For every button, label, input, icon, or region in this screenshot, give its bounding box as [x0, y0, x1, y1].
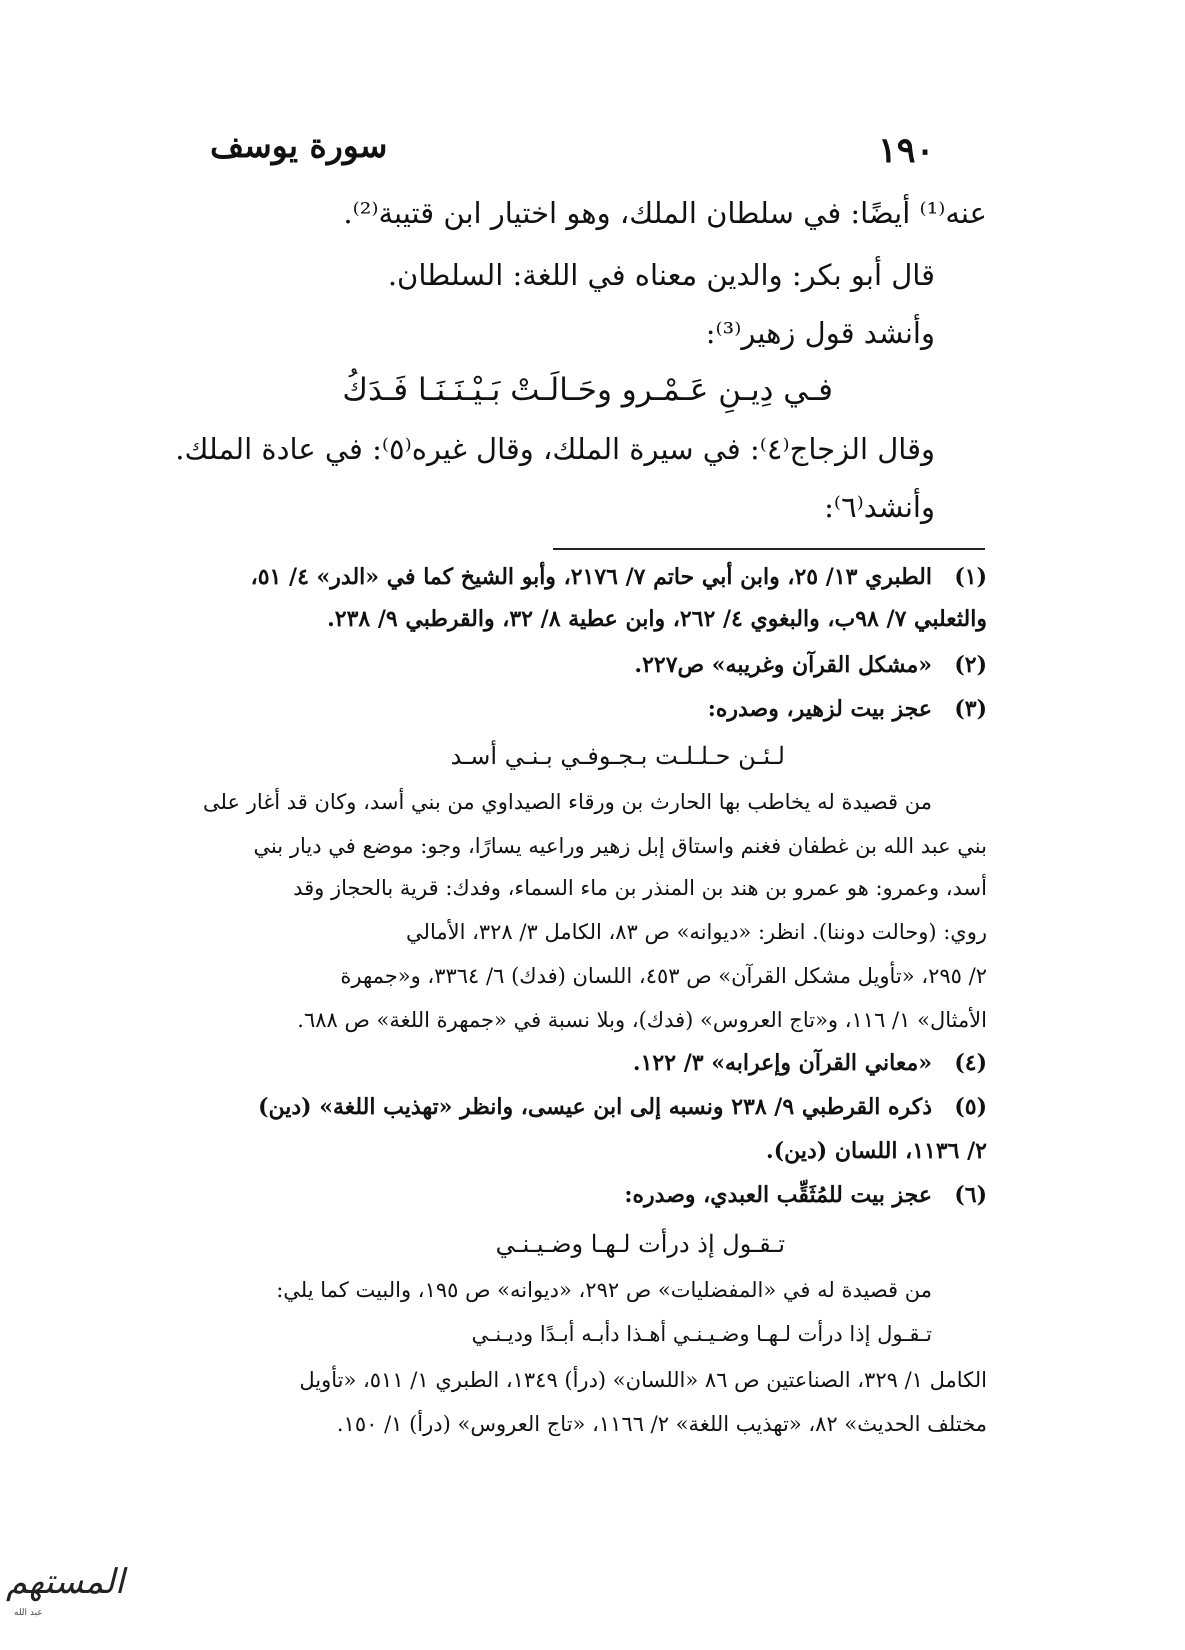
- footnote-3-line-1: من قصيدة له يخاطب بها الحارث بن ورقاء الصيداوي من بني أسد، وكان قد أغار على: [203, 790, 932, 814]
- footnote-5-line-1: ذكره القرطبي ٩/ ٢٣٨ ونسبه إلى ابن عيسى، وانظر «تهذيب اللغة» (دين): [258, 1094, 932, 1120]
- page-number: ١٩٠: [878, 130, 935, 171]
- footnote-1-line-1: الطبري ١٣/ ٢٥، وابن أبي حاتم ٧/ ٢١٧٦، وأبو الشيخ كما في «الدر» ٤/ ٥١،: [250, 564, 932, 590]
- footnote-3-line-2: بني عبد الله بن غطفان فغنم واستاق إبل زهير وراعيه يسارًا، وجو: موضع في ديار بني: [253, 834, 987, 858]
- footnote-6-line-4: مختلف الحديث» ٨٢، «تهذيب اللغة» ٢/ ١١٦٦، «تاج العروس» (درأ) ١/ ١٥٠.: [336, 1412, 987, 1436]
- watermark-subtext: عبد الله: [14, 1608, 43, 1618]
- footnote-5-line-2: ٢/ ١١٣٦، اللسان (دين).: [766, 1138, 987, 1164]
- footnote-separator: [553, 548, 985, 550]
- footnote-number-2: (٢): [954, 652, 987, 678]
- main-text-line-4: وقال الزجاج⁽٤⁾: في سيرة الملك، وقال غيره⁽٥⁾: في عادة الملك.: [175, 432, 935, 466]
- footnote-2: «مشكل القرآن وغريبه» ص٢٢٧.: [634, 652, 932, 678]
- main-text-line-3: وأنشد قول زهير⁽³⁾:: [705, 316, 935, 350]
- footnote-3-line-3: أسد، وعمرو: هو عمرو بن هند بن المنذر بن ماء السماء، وفدك: قرية بالحجاز وقد: [293, 876, 987, 900]
- footnote-6: عجز بيت للمُثَقِّب العبدي، وصدره:: [624, 1182, 932, 1208]
- footnote-number-4: (٤): [954, 1050, 987, 1076]
- watermark-text: المستهم: [6, 1562, 125, 1602]
- surah-title: سورة يوسف: [210, 126, 388, 165]
- footnote-number-6: (٦): [954, 1182, 987, 1208]
- main-text-line-2: قال أبو بكر: والدين معناه في اللغة: السلطان.: [387, 258, 935, 292]
- main-text-line-1: عنه⁽¹⁾ أيضًا: في سلطان الملك، وهو اختيار ابن قتيبة⁽²⁾.: [343, 196, 987, 230]
- footnote-number-5: (٥): [954, 1094, 987, 1120]
- footnote-6-verse: تـقـول إذ درأت لـهـا وضـيـنـي: [495, 1230, 785, 1258]
- footnote-6-line-2: تـقـول إذا درأت لـهـا وضـيـنـي أهـذا دأبـه أبـدًا وديـنـي: [471, 1322, 932, 1346]
- footnote-number-1: (١): [954, 564, 987, 590]
- footnote-3-verse: لـئـن حـلـلـت بـجـوفـي بـنـي أسـد: [450, 742, 785, 770]
- main-text-line-5: وأنشد⁽٦⁾:: [824, 490, 935, 524]
- footnote-6-line-3: الكامل ١/ ٣٢٩، الصناعتين ص ٨٦ «اللسان» (درأ) ١٣٤٩، الطبري ١/ ٥١١، «تأويل: [299, 1368, 987, 1392]
- footnote-3-line-6: الأمثال» ١/ ١١٦، و«تاج العروس» (فدك)، وبلا نسبة في «جمهرة اللغة» ص ٦٨٨.: [297, 1008, 987, 1032]
- footnote-number-3: (٣): [954, 696, 987, 722]
- watermark-logo: [6, 1562, 125, 1632]
- footnote-4: «معاني القرآن وإعرابه» ٣/ ١٢٢.: [632, 1050, 932, 1076]
- footnote-3: عجز بيت لزهير، وصدره:: [707, 696, 932, 722]
- poetry-verse: فـي دِيـنِ عَـمْـرو وحَـالَـتْ بَـيْـنَـنَـا فَـدَكُ: [342, 372, 833, 408]
- footnote-6-line-1: من قصيدة له في «المفضليات» ص ٢٩٢، «ديوانه» ص ١٩٥، والبيت كما يلي:: [276, 1278, 932, 1302]
- footnote-1-line-2: والثعلبي ٧/ ٩٨ب، والبغوي ٤/ ٢٦٢، وابن عطية ٨/ ٣٢، والقرطبي ٩/ ٢٣٨.: [327, 606, 987, 632]
- footnote-3-line-4: روي: (وحالت دوننا). انظر: «ديوانه» ص ٨٣، الكامل ٣/ ٣٢٨، الأمالي: [406, 920, 987, 944]
- footnote-3-line-5: ٢/ ٢٩٥، «تأويل مشكل القرآن» ص ٤٥٣، اللسان (فدك) ٦/ ٣٣٦٤، و«جمهرة: [340, 964, 987, 988]
